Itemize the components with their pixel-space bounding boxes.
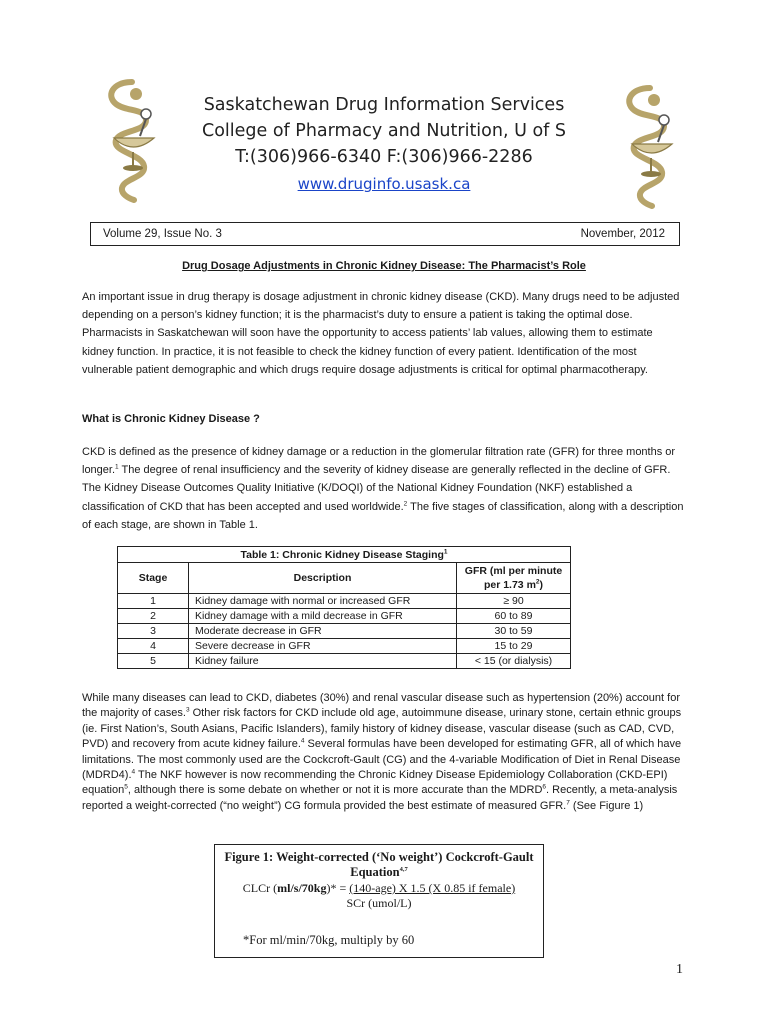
college-name: College of Pharmacy and Nutrition, U of S	[202, 121, 566, 141]
bowl-of-hygieia-icon	[102, 74, 164, 204]
formula-denominator: SCr (umol/L)	[346, 896, 412, 910]
column-header-description: Description	[189, 563, 457, 594]
masthead	[180, 92, 588, 197]
website-link[interactable]: www.druginfo.usask.ca	[297, 175, 471, 193]
table-caption: Table 1: Chronic Kidney Disease Staging$^1$	[118, 547, 571, 563]
intro-paragraph: An important issue in drug therapy is dosage adjustment in chronic kidney disease (CKD). Many drugs need to be adjusted depending on a person’s kidney function; it is the pharmacist’s duty to ensure a patient is taking the optimal dose. Pharmacists in Saskatchewan will soon have the opportunity to access patients’ lab values, allowing them to estimate kidney function. In practice, it is not feasible to check the kidney function of every patient. Identification of the most vulnerable patient demographic and which drugs require dosage adjustments is critical for optimal pharmacotherapy.	[82, 291, 680, 376]
formula-line: CLCr (ml/s/70kg)* = (140-age) X 1.5 (X 0.85 if female)	[242, 881, 516, 895]
article-title: Drug Dosage Adjustments in Chronic Kidney Disease: The Pharmacist’s Role	[182, 260, 586, 272]
figure-1-box	[214, 844, 544, 958]
contact-phone: T:(306)966-6340 F:(306)966-2286	[235, 147, 533, 167]
risk-factors-paragraph: While many diseases can lead to CKD, diabetes (30%) and renal vascular disease such as hypertension (20%) account for the majority of cases.$^3$ Other risk factors for CKD include old age, autoimmune disease, urinary stone, certain ethnic groups (ie. First Nation’s, South Asians, Pacific Islanders), family history of kidney disease, vascular disease (such as CAD, CVD, PVD) and recovery from acute kidney failure.$^4$ Several formulas have been developed for estimating GFR, all of which have limitations. The most commonly used are the Cockcroft-Gault (CG) and the 4-variable Modification of Diet in Renal Disease (MDRD4).$^4$ The NKF however is now recommending the Chronic Kidney Disease Epidemiology Collaboration (CKD-EPI) equation$^5$, although there is some debate on whether or not it is more accurate than the MDRD$^6$. Recently, a meta-analysis reported a weight-corrected (“no weight”) CG formula provided the best estimate of measured GFR.$^7$ (See Figure 1)	[82, 692, 682, 812]
org-name: Saskatchewan Drug Information Services	[203, 95, 565, 115]
column-header-gfr: GFR (ml per minute per 1.73 $m^2$)	[457, 563, 571, 594]
figure-title: Figure 1: Weight-corrected (‘No weight’) Cockcroft-Gault Equation$^{4,7}$	[224, 850, 534, 879]
ckd-definition-paragraph: CKD is defined as the presence of kidney damage or a reduction in the glomerular filtration rate (GFR) for three months or longer.$^1$ The degree of renal insufficiency and the severity of kidney disease are generally reflected in the decline of GFR. The Kidney Disease Outcomes Quality Initiative (K/DOQI) of the National Kidney Foundation (NKF) established a classification of CKD that has been accepted and used worldwide.$^2$ The five stages of classification, along with a description of each stage, are shown in Table 1.	[82, 446, 684, 531]
table-row: 5 Kidney failure < 15 (or dialysis)	[118, 654, 571, 669]
ckd-staging-table	[117, 546, 571, 669]
reference-marker: 2	[403, 499, 408, 507]
table-row: 4 Severe decrease in GFR 15 to 29	[118, 639, 571, 654]
reference-marker: 1	[115, 463, 119, 471]
table-row: 3 Moderate decrease in GFR 30 to 59	[118, 624, 571, 639]
table-row: 2 Kidney damage with a mild decrease in GFR 60 to 89	[118, 609, 571, 624]
section-heading: What is Chronic Kidney Disease ?	[82, 413, 260, 425]
issue-date: November, 2012	[580, 228, 665, 240]
volume-issue: Volume 29, Issue No. 3	[103, 228, 222, 240]
page-number: 1	[676, 962, 683, 977]
table-row: 1 Kidney damage with normal or increased GFR ≥ 90	[118, 594, 571, 609]
bowl-of-hygieia-icon	[620, 80, 682, 210]
column-header-stage: Stage	[118, 563, 189, 594]
figure-note: *For ml/min/70kg, multiply by 60	[243, 933, 415, 947]
issue-bar	[90, 222, 680, 246]
